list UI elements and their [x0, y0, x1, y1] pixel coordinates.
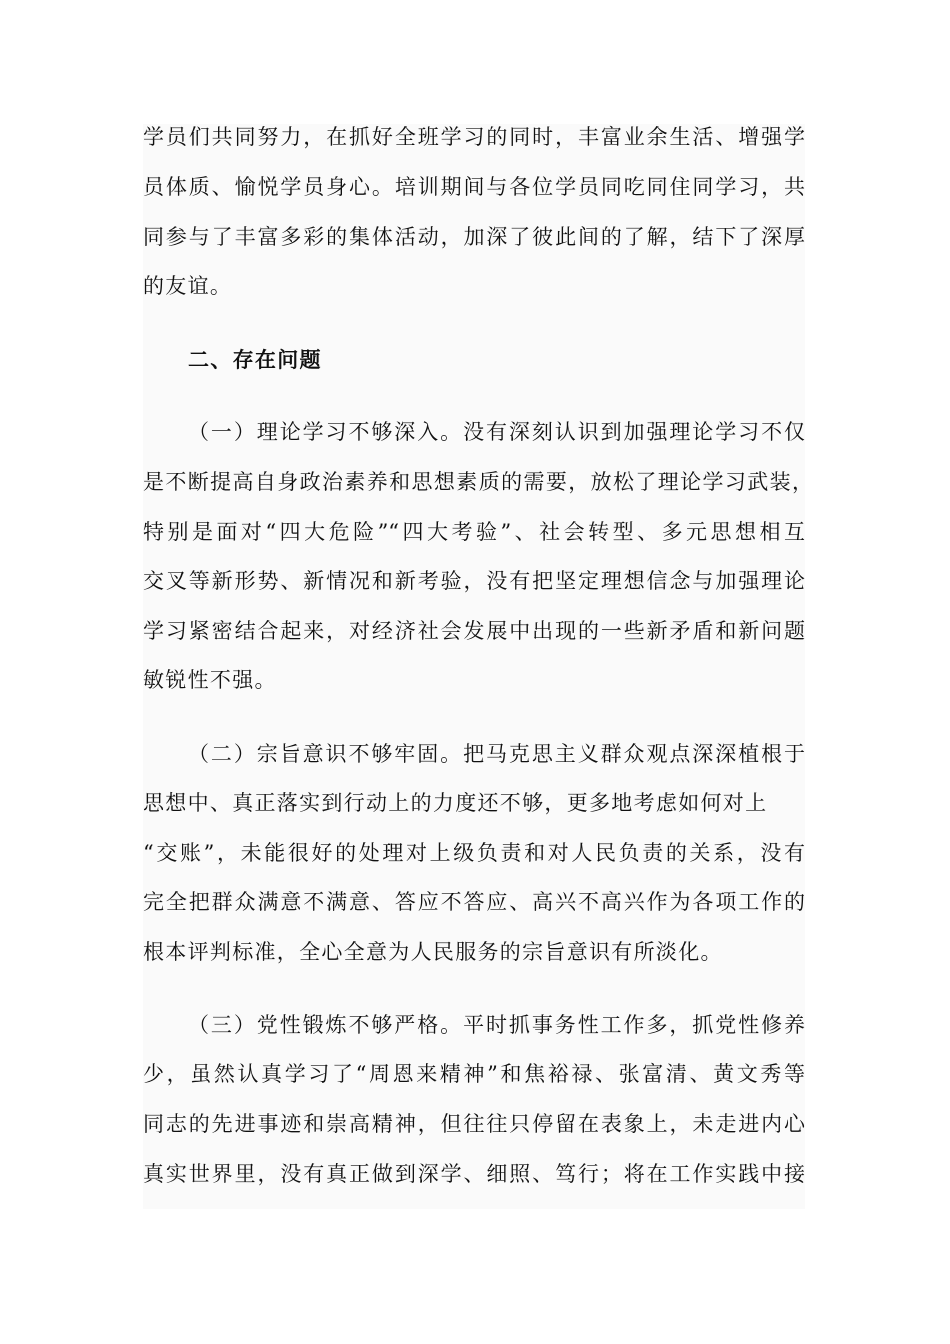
- paragraph-line: （一）理论学习不够深入。没有深刻认识到加强理论学习不仅: [188, 420, 805, 444]
- paragraph-line: 同志的先进事迹和崇高精神，但往往只停留在表象上，未走进内心: [143, 1112, 805, 1136]
- paragraph-line: “交账”，未能很好的处理对上级负责和对人民负责的关系，没有: [143, 841, 805, 865]
- paragraph-line: 少，虽然认真学习了“周恩来精神”和焦裕禄、张富清、黄文秀等: [143, 1062, 805, 1086]
- paragraph-line: 交叉等新形势、新情况和新考验，没有把坚定理想信念与加强理论: [143, 569, 805, 593]
- paragraph-line: （二）宗旨意识不够牢固。把马克思主义群众观点深深植根于: [188, 742, 805, 766]
- paragraph-line: 特别是面对“四大危险”“四大考验”、社会转型、多元思想相互: [143, 520, 805, 544]
- paragraph-line: 思想中、真正落实到行动上的力度还不够，更多地考虑如何对上: [143, 791, 768, 815]
- paragraph-line: 是不断提高自身政治素养和思想素质的需要，放松了理论学习武装，: [143, 470, 813, 494]
- document-body: [143, 124, 813, 1209]
- paragraph-line: 真实世界里，没有真正做到深学、细照、笃行；将在工作实践中接: [143, 1162, 805, 1186]
- paragraph-line: 根本评判标准，全心全意为人民服务的宗旨意识有所淡化。: [143, 940, 723, 964]
- paragraph-line: 完全把群众满意不满意、答应不答应、高兴不高兴作为各项工作的: [143, 890, 805, 914]
- paragraph-line: 敏锐性不强。: [143, 668, 277, 692]
- paragraph-line: 员体质、愉悦学员身心。培训期间与各位学员同吃同住同学习，共: [143, 175, 805, 199]
- paragraph-line: 学习紧密结合起来，对经济社会发展中出现的一些新矛盾和新问题: [143, 619, 805, 643]
- paragraph-line: 同参与了丰富多彩的集体活动，加深了彼此间的了解，结下了深厚: [143, 225, 805, 249]
- paragraph-line: 的友谊。: [143, 274, 233, 298]
- paragraph-line: 学员们共同努力，在抓好全班学习的同时，丰富业余生活、增强学: [143, 125, 805, 149]
- paragraph-line: （三）党性锻炼不够严格。平时抓事务性工作多，抓党性修养: [188, 1013, 805, 1037]
- section-heading: 二、存在问题: [188, 348, 322, 372]
